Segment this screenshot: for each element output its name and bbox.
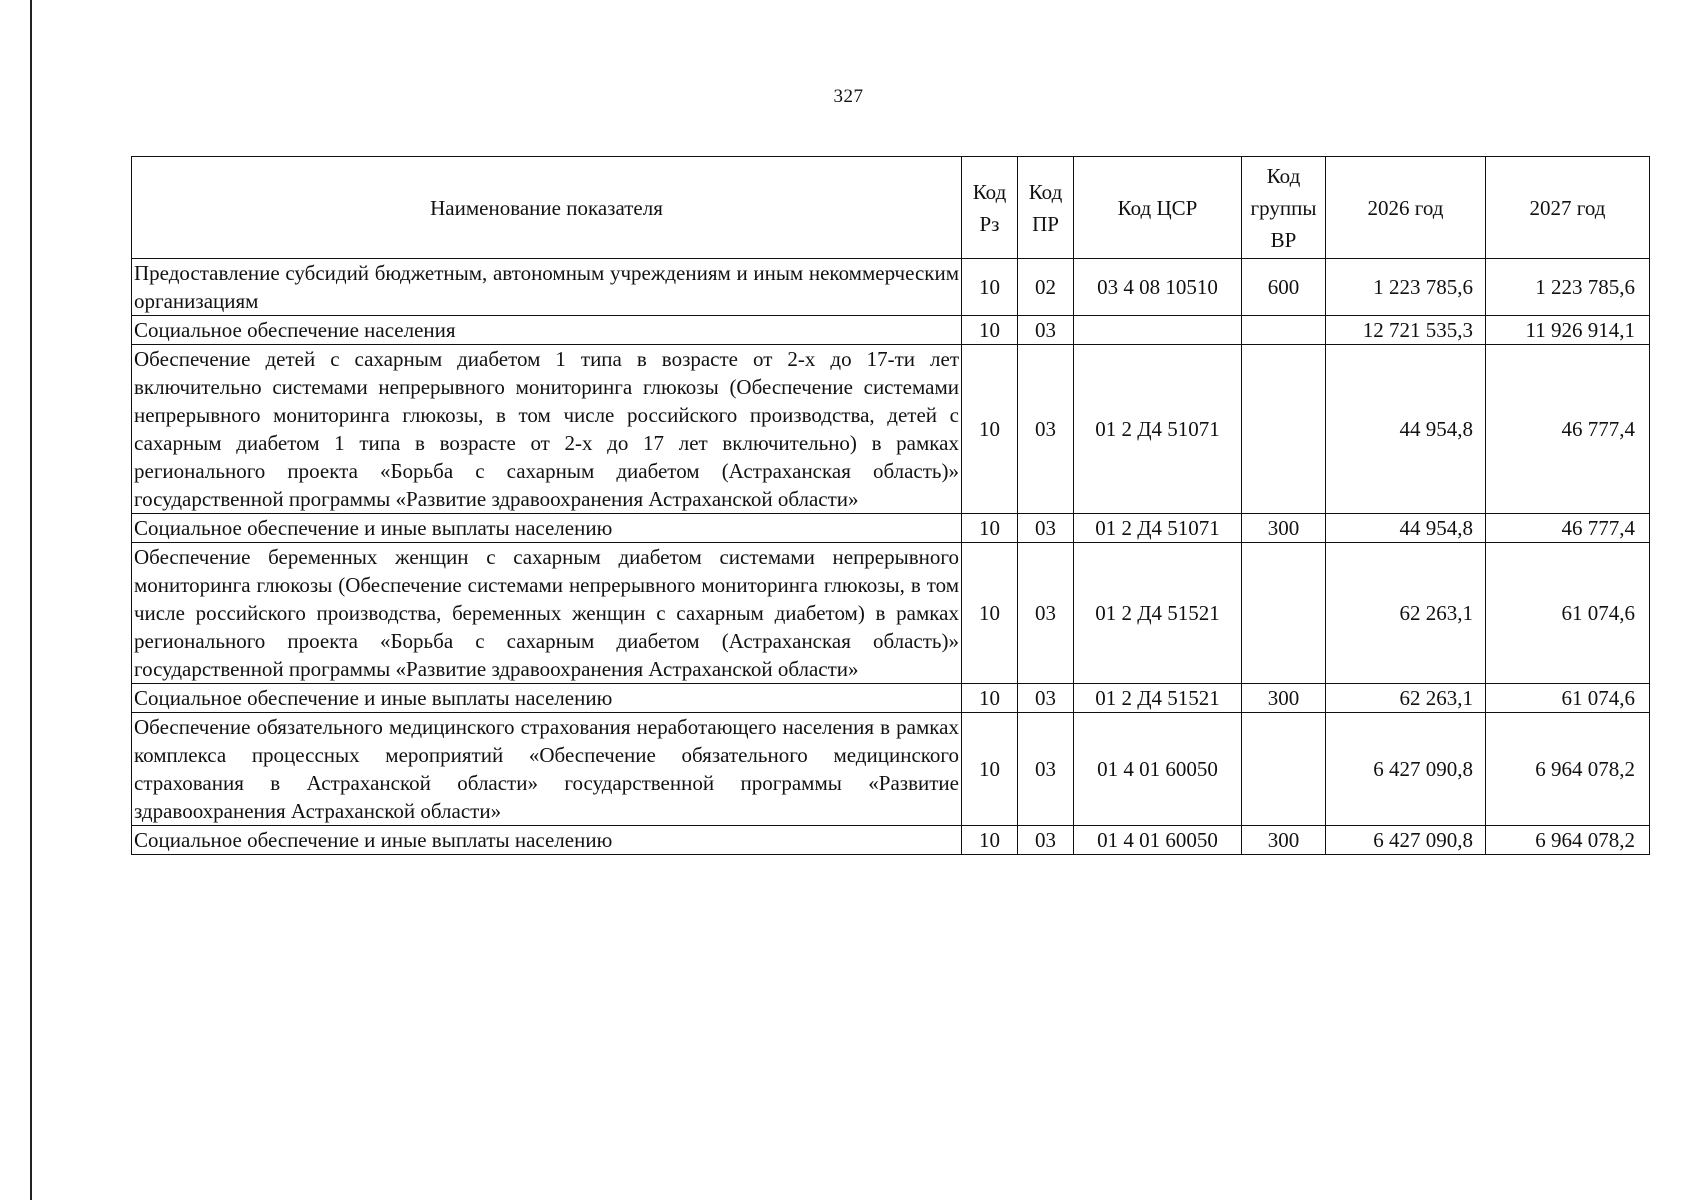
row-2027: 61 074,6 bbox=[1486, 684, 1650, 713]
row-rz: 10 bbox=[962, 316, 1018, 345]
header-2026: 2026 год bbox=[1326, 157, 1486, 259]
row-2027: 11 926 914,1 bbox=[1486, 316, 1650, 345]
row-2026: 1 223 785,6 bbox=[1326, 259, 1486, 316]
header-name: Наименование показателя bbox=[132, 157, 962, 259]
row-rz: 10 bbox=[962, 543, 1018, 684]
row-csr bbox=[1074, 316, 1242, 345]
row-rz: 10 bbox=[962, 826, 1018, 855]
row-csr: 01 2 Д4 51071 bbox=[1074, 345, 1242, 514]
header-pr: Код ПР bbox=[1018, 157, 1074, 259]
row-2027: 1 223 785,6 bbox=[1486, 259, 1650, 316]
row-2026: 6 427 090,8 bbox=[1326, 826, 1486, 855]
row-rz: 10 bbox=[962, 684, 1018, 713]
row-pr: 03 bbox=[1018, 316, 1074, 345]
table-row bbox=[132, 316, 1650, 345]
table-row bbox=[132, 826, 1650, 855]
row-vr: 300 bbox=[1242, 684, 1326, 713]
row-name: Социальное обеспечение и иные выплаты населению bbox=[132, 684, 962, 713]
row-vr bbox=[1242, 345, 1326, 514]
row-vr bbox=[1242, 316, 1326, 345]
header-rz: Код Рз bbox=[962, 157, 1018, 259]
table-row bbox=[132, 514, 1650, 543]
page-number: 327 bbox=[833, 86, 864, 107]
row-csr: 01 2 Д4 51521 bbox=[1074, 684, 1242, 713]
row-2026: 12 721 535,3 bbox=[1326, 316, 1486, 345]
row-vr bbox=[1242, 713, 1326, 826]
row-pr: 03 bbox=[1018, 713, 1074, 826]
row-csr: 01 4 01 60050 bbox=[1074, 826, 1242, 855]
row-name: Предоставление субсидий бюджетным, автономным учреждениям и иным некоммерческим организациям bbox=[132, 259, 962, 316]
table-header-row bbox=[132, 157, 1650, 259]
row-pr: 03 bbox=[1018, 514, 1074, 543]
row-name: Социальное обеспечение населения bbox=[132, 316, 962, 345]
row-pr: 03 bbox=[1018, 543, 1074, 684]
row-rz: 10 bbox=[962, 713, 1018, 826]
row-csr: 03 4 08 10510 bbox=[1074, 259, 1242, 316]
table-row bbox=[132, 713, 1650, 826]
row-2026: 44 954,8 bbox=[1326, 345, 1486, 514]
row-2026: 6 427 090,8 bbox=[1326, 713, 1486, 826]
header-2027: 2027 год bbox=[1486, 157, 1650, 259]
row-2026: 62 263,1 bbox=[1326, 684, 1486, 713]
binding-edge-line bbox=[30, 0, 32, 1200]
table-row bbox=[132, 259, 1650, 316]
row-2027: 6 964 078,2 bbox=[1486, 713, 1650, 826]
row-name: Обеспечение детей с сахарным диабетом 1 типа в возрасте от 2-х до 17-ти лет включительно системами непрерывного мониторинга глюкозы (Обеспечение системами непрерывного мониторинга глюкозы, в том числе российского производства, детей с сахарным диабетом 1 типа в возрасте от 2-х до 17 лет включительно) в рамках регионального проекта «Борьба с сахарным диабетом (Астраханская область)» государственной программы «Развитие здравоохранения Астраханской области» bbox=[132, 345, 962, 514]
header-vr: Код группы ВР bbox=[1242, 157, 1326, 259]
row-2027: 46 777,4 bbox=[1486, 345, 1650, 514]
table-row bbox=[132, 345, 1650, 514]
row-csr: 01 4 01 60050 bbox=[1074, 713, 1242, 826]
row-vr: 300 bbox=[1242, 514, 1326, 543]
table-row bbox=[132, 684, 1650, 713]
row-rz: 10 bbox=[962, 259, 1018, 316]
row-2027: 46 777,4 bbox=[1486, 514, 1650, 543]
row-name: Обеспечение беременных женщин с сахарным диабетом системами непрерывного мониторинга глюкозы (Обеспечение системами непрерывного мониторинга глюкозы, в том числе российского производства, беременных женщин с сахарным диабетом) в рамках регионального проекта «Борьба с сахарным диабетом (Астраханская область)» государственной программы «Развитие здравоохранения Астраханской области» bbox=[132, 543, 962, 684]
header-csr: Код ЦСР bbox=[1074, 157, 1242, 259]
row-vr bbox=[1242, 543, 1326, 684]
row-pr: 03 bbox=[1018, 826, 1074, 855]
row-rz: 10 bbox=[962, 514, 1018, 543]
row-2027: 61 074,6 bbox=[1486, 543, 1650, 684]
row-2026: 44 954,8 bbox=[1326, 514, 1486, 543]
budget-table bbox=[131, 156, 1650, 855]
row-name: Социальное обеспечение и иные выплаты населению bbox=[132, 514, 962, 543]
table-row bbox=[132, 543, 1650, 684]
row-vr: 300 bbox=[1242, 826, 1326, 855]
row-csr: 01 2 Д4 51071 bbox=[1074, 514, 1242, 543]
row-csr: 01 2 Д4 51521 bbox=[1074, 543, 1242, 684]
row-pr: 03 bbox=[1018, 345, 1074, 514]
row-rz: 10 bbox=[962, 345, 1018, 514]
row-name: Социальное обеспечение и иные выплаты населению bbox=[132, 826, 962, 855]
row-pr: 03 bbox=[1018, 684, 1074, 713]
row-name: Обеспечение обязательного медицинского страхования неработающего населения в рамках комплекса процессных мероприятий «Обеспечение обязательного медицинского страхования в Астраханской области» государственной программы «Развитие здравоохранения Астраханской области» bbox=[132, 713, 962, 826]
row-2027: 6 964 078,2 bbox=[1486, 826, 1650, 855]
row-2026: 62 263,1 bbox=[1326, 543, 1486, 684]
row-vr: 600 bbox=[1242, 259, 1326, 316]
row-pr: 02 bbox=[1018, 259, 1074, 316]
